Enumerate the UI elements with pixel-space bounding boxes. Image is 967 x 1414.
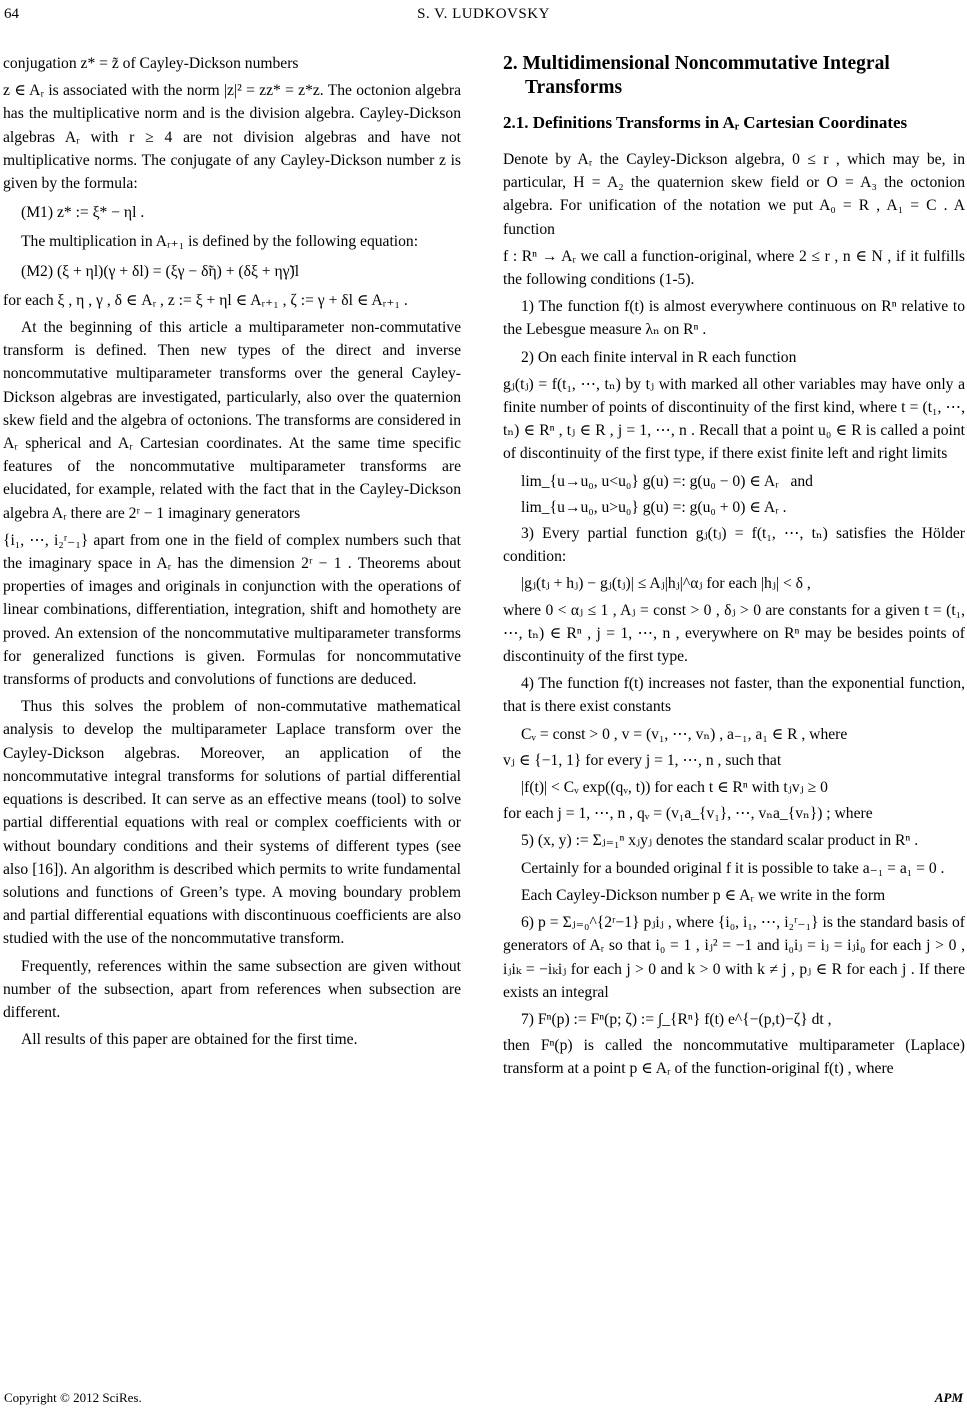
running-header-author: S. V. LUDKOVSKY [417,6,550,22]
paragraph: conjugation z* = z̃ of Cayley-Dickson numbers [3,55,299,72]
condition-6: 6) p = Σⱼ₌₀^{2ʳ−1} pⱼiⱼ , where {i₀, i₁, ⋯, i₂ʳ₋₁} is the standard basis of generators of Aᵣ so that i₀ = 1 , iⱼ² = −1 and i₀iⱼ = iⱼ = iⱼi₀ for each j > 0 , iⱼiₖ = −iₖiⱼ for each j > 0 and k > 0 with k ≠ j , pⱼ ∈ R for each j . If there exists an integral [503,914,965,1001]
footer-copyright: Copyright © 2012 SciRes. [4,1390,142,1405]
paragraph: z ∈ Aᵣ is associated with the norm |z|² = zz* = z*z. The octonion algebra has the multiplicative norm and is the division algebra. Cayley-Dickson algebras Aᵣ with r ≥ 4 are not division algebras and have not multiplicative norms. The conjugate of any Cayley-Dickson number z is given by the formula: [3,82,461,193]
condition-4: 4) The function f(t) increases not faster, than the exponential function, that is there exist constants [503,675,965,716]
condition-2: 2) On each finite interval in R each function [521,348,797,366]
paragraph: The multiplication in Aᵣ₊₁ is defined by the following equation: [21,233,419,251]
paragraph: vⱼ ∈ {−1, 1} for every j = 1, ⋯, n , such that [503,751,782,769]
section-title: 2. Multidimensional Noncommutative Integral Transforms [503,53,890,98]
limit-left-formula: lim_{u→u₀, u<u₀} g(u) =: g(u₀ − 0) ∈ Aᵣ [521,472,779,490]
right-column [503,52,965,1085]
paragraph: At the beginning of this article a multiparameter non-commutative transform is defined. Then new types of the direct and inverse noncommutative multiparameter transforms over the general Cayley-Dickson algebras are investigated, particularly, also over the quaternion skew field and the algebra of octonions. The transforms are considered in Aᵣ spherical and Aᵣ Cartesian coordinates. At the same time specific features of the noncommutative multiparameter transforms are elucidated, for example, related with the fact that in the Cayley-Dickson algebra Aᵣ there are 2ʳ − 1 imaginary generators [3,319,461,522]
paragraph: Denote by Aᵣ the Cayley-Dickson algebra, 0 ≤ r , which may be, in particular, H = A₂ the quaternion skew field or O = A₃ the octonion algebra. For unification of the notation we put A₀ = R , A₁ = C . A function [503,151,965,238]
equation-m1: (M1) z* := ξ* − ηl . [21,204,145,222]
growth-inequality: |f(t)| < Cᵥ exp((qᵥ, t)) for each t ∈ Rⁿ with tⱼvⱼ ≥ 0 [521,779,828,797]
paragraph: All results of this paper are obtained for the first time. [21,1031,358,1049]
paragraph: Each Cayley-Dickson number p ∈ Aᵣ we write in the form [521,886,886,904]
paragraph: Frequently, references within the same subsection are given without number of the subsection, apart from references when subsection are different. [3,957,461,1021]
condition-3: 3) Every partial function gⱼ(tⱼ) = f(t₁, ⋯, tₙ) satisfies the Hölder condition: [503,525,965,566]
paragraph: where 0 < αⱼ ≤ 1 , Aⱼ = const > 0 , δⱼ > 0 are constants for a given t = (t₁, ⋯, tₙ) ∈ Rⁿ , j = 1, ⋯, n , everywhere on Rⁿ may be besides points of discontinuity of the first type. [503,601,965,666]
paragraph: Thus this solves the problem of non-commutative mathematical analysis to develop the multiparameter Laplace transform over the Cayley-Dickson algebras. Moreover, an application of the noncommutative integral transforms for solutions of partial differential equations is described. It can serve as an effective means (tool) to solve partial differential equations with real or complex coefficients with or without boundary conditions and their systems of different types (see also [16]). An algorithm is described which permits to write fundamental solutions and functions of Green’s type. A moving boundary problem and partial differential equations with discontinuous coefficients are also studied with the use of the noncommutative transform. [3,698,461,948]
integral-definition: 7) Fⁿ(p) := Fⁿ(p; ζ) := ∫_{Rⁿ} f(t) e^{−(p,t)−ζ} dt , [521,1010,832,1028]
limit-left [521,470,965,493]
paragraph: for each ξ , η , γ , δ ∈ Aᵣ , z := ξ + ηl ∈ Aᵣ₊₁ , ζ := γ + δl ∈ Aᵣ₊₁ . [3,291,408,309]
paragraph: Certainly for a bounded original f it is possible to take a₋₁ = a₁ = 0 . [521,859,945,877]
condition-5: 5) (x, y) := Σⱼ₌₁ⁿ xⱼyⱼ denotes the standard scalar product in Rⁿ . [521,832,919,850]
paragraph: then Fⁿ(p) is called the noncommutative multiparameter (Laplace) transform at a point p ∈ Aᵣ of the function-original f(t) , where [503,1037,965,1078]
limit-and: and [790,472,813,490]
condition-1: 1) The function f(t) is almost everywhere continuous on Rⁿ relative to the Lebesgue measure λₙ on Rⁿ . [503,298,965,339]
constants-line: Cᵥ = const > 0 , v = (v₁, ⋯, vₙ) , a₋₁, a₁ ∈ R , where [521,725,848,743]
paragraph: gⱼ(tⱼ) = f(t₁, ⋯, tₙ) by tⱼ with marked all other variables may have only a finite number of points of discontinuity of the first kind, where t = (t₁, ⋯, tₙ) ∈ Rⁿ , tⱼ ∈ R , j = 1, ⋯, n . Recall that a point u₀ ∈ R is called a point of discontinuity of the first type, if there exist finite left and right limits [503,375,965,463]
holder-equation: |gⱼ(tⱼ + hⱼ) − gⱼ(tⱼ)| ≤ Aⱼ|hⱼ|^αⱼ for each |hⱼ| < δ , [521,575,811,593]
paragraph: f : Rⁿ → Aᵣ we call a function-original, where 2 ≤ r , n ∈ N , if it fulfills the following conditions (1-5). [503,247,965,289]
limit-right: lim_{u→u₀, u>u₀} g(u) =: g(u₀ + 0) ∈ Aᵣ . [521,498,787,516]
footer-journal: APM [934,1390,963,1405]
subsection-title: 2.1. Definitions Transforms in Aᵣ Cartesian Coordinates [503,113,908,132]
paragraph: {i₁, ⋯, i₂ʳ₋₁} apart from one in the field of complex numbers such that the imaginary space in Aᵣ has the dimension 2ʳ − 1 . Theorems about properties of images and originals in conjunction with the operations of linear combinations, differentiation, integration, shift and homothety are proved. An extension of the noncommutative multiparameter transforms for generalized functions is given. Formulas for noncommutative transforms of products and convolutions of functions are deduced. [3,531,461,689]
equation-m2: (M2) (ξ + ηl)(γ + δl) = (ξγ − δ̃η) + (δξ + ηγ̃)l [21,262,300,280]
paragraph: for each j = 1, ⋯, n , qᵥ = (v₁a_{v₁}, ⋯, vₙa_{vₙ}) ; where [503,805,873,823]
left-column [3,52,461,1055]
page-number: 64 [4,6,19,22]
